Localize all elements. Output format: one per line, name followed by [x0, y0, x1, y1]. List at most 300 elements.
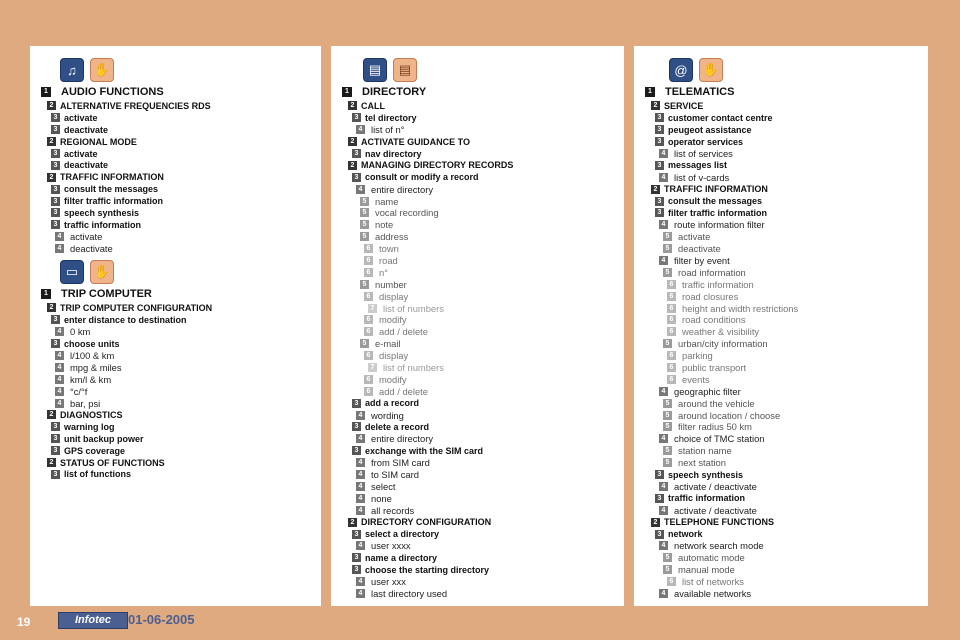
- level-badge: 4: [356, 589, 365, 598]
- menu-item: [645, 504, 798, 516]
- menu-item-label: ACTIVATE GUIDANCE TO: [361, 136, 471, 147]
- menu-item: [41, 468, 212, 480]
- level-badge: 2: [47, 137, 56, 146]
- level-badge: 4: [659, 256, 668, 265]
- menu-item: [342, 100, 513, 112]
- level-badge: 3: [655, 208, 664, 217]
- menu-item-label: nav directory: [365, 148, 422, 159]
- menu-item-label: road: [379, 255, 398, 267]
- level-badge: 6: [364, 244, 373, 253]
- trip-icons: [60, 260, 114, 284]
- menu-item: [342, 207, 513, 219]
- level-badge: 3: [655, 197, 664, 206]
- menu-item-label: route information filter: [674, 219, 765, 231]
- menu-item: [342, 195, 513, 207]
- menu-item-label: activate: [70, 231, 103, 243]
- menu-item-label: modify: [379, 373, 407, 385]
- menu-item: [342, 504, 513, 516]
- directory-icons: [363, 58, 417, 82]
- menu-item-label: select: [371, 480, 396, 492]
- menu-item-label: public transport: [682, 362, 747, 374]
- menu-item: [645, 516, 798, 528]
- level-badge: 2: [348, 101, 357, 110]
- menu-item: [342, 481, 513, 493]
- menu-item: [41, 219, 211, 231]
- menu-item: [41, 148, 211, 160]
- level-badge: 2: [47, 101, 56, 110]
- menu-item: [41, 314, 212, 326]
- radio-hand-icon: ✋: [90, 58, 114, 82]
- cd-music-icon: ♫: [60, 58, 84, 82]
- menu-item-label: geographic filter: [674, 385, 741, 397]
- menu-item: [645, 564, 798, 576]
- menu-item-label: weather & visibility: [682, 326, 760, 338]
- menu-item-label: choice of TMC station: [674, 433, 765, 445]
- menu-item: [342, 492, 513, 504]
- level-badge: 2: [47, 303, 56, 312]
- menu-item: [342, 576, 513, 588]
- menu-item: [645, 159, 798, 171]
- menu-item-label: network: [668, 529, 703, 539]
- menu-item-label: l/100 & km: [70, 350, 115, 361]
- menu-item: [342, 84, 513, 100]
- menu-item-label: entire directory: [371, 183, 434, 195]
- level-badge: 6: [667, 577, 676, 586]
- menu-item-label: DIAGNOSTICS: [60, 409, 123, 420]
- level-badge: 3: [51, 220, 60, 229]
- menu-item: [342, 397, 513, 409]
- level-badge: 4: [55, 351, 64, 360]
- level-badge: 1: [41, 289, 51, 299]
- menu-item-label: km/l & km: [70, 373, 112, 385]
- level-badge: 4: [55, 399, 64, 408]
- menu-item: [645, 255, 798, 267]
- menu-item: [645, 469, 798, 481]
- menu-item: [645, 195, 798, 207]
- level-badge: 6: [667, 327, 676, 336]
- level-badge: 3: [51, 125, 60, 134]
- menu-item: [41, 457, 212, 469]
- menu-item-label: activate / deactivate: [674, 504, 757, 516]
- menu-item-label: ALTERNATIVE FREQUENCIES RDS: [60, 100, 211, 111]
- menu-item-label: traffic information: [682, 278, 754, 290]
- menu-item: [342, 373, 513, 385]
- level-badge: 4: [356, 185, 365, 194]
- level-badge: 4: [356, 125, 365, 134]
- level-badge: 4: [55, 363, 64, 372]
- menu-item: [342, 219, 513, 231]
- level-badge: 5: [663, 446, 672, 455]
- level-badge: 4: [55, 232, 64, 241]
- level-badge: 4: [659, 482, 668, 491]
- menu-item-label: display: [379, 290, 409, 302]
- menu-item-label: number: [375, 278, 407, 290]
- level-badge: 3: [655, 470, 664, 479]
- menu-item: [645, 136, 798, 148]
- menu-item: [41, 421, 212, 433]
- telematics-icons: [669, 58, 723, 82]
- menu-item: [41, 112, 211, 124]
- mobile-at-icon: @: [669, 58, 693, 82]
- level-badge: 2: [348, 518, 357, 527]
- menu-item: [645, 302, 798, 314]
- menu-item-label: list of n°: [371, 124, 405, 136]
- level-badge: 5: [360, 339, 369, 348]
- menu-item: [342, 136, 513, 148]
- menu-item-label: filter traffic information: [668, 207, 768, 218]
- level-badge: 3: [655, 530, 664, 539]
- menu-item: [645, 528, 798, 540]
- menu-item: [645, 492, 798, 504]
- menu-item-label: e-mail: [375, 338, 401, 350]
- menu-item-label: °c/°f: [70, 385, 88, 397]
- menu-item: [645, 148, 798, 160]
- menu-item: [342, 314, 513, 326]
- menu-item: [342, 266, 513, 278]
- menu-item: [342, 243, 513, 255]
- menu-item: [645, 326, 798, 338]
- level-badge: 1: [41, 87, 51, 97]
- level-badge: 4: [659, 220, 668, 229]
- level-badge: 6: [667, 363, 676, 372]
- menu-item-label: deactivate: [64, 160, 109, 171]
- level-badge: 3: [51, 185, 60, 194]
- level-badge: 4: [356, 494, 365, 503]
- menu-item-label: deactivate: [70, 243, 113, 255]
- level-badge: 6: [364, 327, 373, 336]
- level-badge: 3: [352, 446, 361, 455]
- level-badge: 3: [51, 470, 60, 479]
- menu-item-label: available networks: [674, 587, 752, 599]
- level-badge: 6: [364, 387, 373, 396]
- menu-item: [645, 588, 798, 600]
- menu-item: [645, 84, 798, 100]
- menu-item: [41, 171, 211, 183]
- menu-item: [41, 445, 212, 457]
- level-badge: 4: [356, 411, 365, 420]
- level-badge: 5: [360, 220, 369, 229]
- menu-item-label: around the vehicle: [678, 397, 755, 409]
- level-badge: 3: [51, 434, 60, 443]
- level-badge: 4: [659, 541, 668, 550]
- level-badge: 5: [663, 244, 672, 253]
- menu-item-label: entire directory: [371, 433, 434, 445]
- level-badge: 6: [667, 280, 676, 289]
- audio-trip-panel: [30, 46, 321, 606]
- level-badge: 4: [356, 482, 365, 491]
- menu-item-label: AUDIO FUNCTIONS: [61, 86, 164, 98]
- level-badge: 3: [655, 113, 664, 122]
- menu-item-label: STATUS OF FUNCTIONS: [60, 457, 165, 468]
- level-badge: 4: [55, 327, 64, 336]
- menu-item: [41, 183, 211, 195]
- menu-item-label: modify: [379, 314, 407, 326]
- level-badge: 3: [655, 125, 664, 134]
- level-badge: 6: [667, 292, 676, 301]
- menu-item: [645, 124, 798, 136]
- level-badge: 6: [364, 351, 373, 360]
- level-badge: 2: [348, 161, 357, 170]
- menu-item: [645, 290, 798, 302]
- menu-item-label: DIRECTORY CONFIGURATION: [361, 517, 492, 528]
- level-badge: 5: [663, 422, 672, 431]
- menu-item-label: station name: [678, 445, 732, 457]
- level-badge: 3: [352, 113, 361, 122]
- menu-item: [41, 350, 212, 362]
- level-badge: 5: [663, 232, 672, 241]
- menu-item: [645, 314, 798, 326]
- level-badge: 6: [364, 268, 373, 277]
- menu-item: [342, 350, 513, 362]
- level-badge: 5: [360, 197, 369, 206]
- menu-item: [41, 361, 212, 373]
- menu-item-label: n°: [379, 266, 388, 278]
- trip-computer-menu: [41, 286, 212, 480]
- level-badge: 4: [659, 506, 668, 515]
- menu-item-label: network search mode: [674, 540, 764, 552]
- menu-item: [645, 350, 798, 362]
- menu-item: [342, 409, 513, 421]
- menu-item-label: automatic mode: [678, 552, 745, 564]
- level-badge: 3: [352, 553, 361, 562]
- level-badge: 4: [356, 506, 365, 515]
- menu-item-label: filter by event: [674, 255, 730, 267]
- level-badge: 3: [51, 197, 60, 206]
- menu-item-label: peugeot assistance: [668, 124, 752, 135]
- menu-item-label: operator services: [668, 136, 744, 147]
- menu-item-label: note: [375, 219, 394, 231]
- menu-item-label: bar, psi: [70, 397, 101, 409]
- menu-item: [41, 159, 211, 171]
- menu-item-label: height and width restrictions: [682, 302, 799, 314]
- level-badge: 3: [51, 149, 60, 158]
- notebook-icon: ▤: [363, 58, 387, 82]
- menu-item-label: activate / deactivate: [674, 480, 757, 492]
- menu-item: [41, 385, 212, 397]
- menu-item-label: MANAGING DIRECTORY RECORDS: [361, 160, 514, 171]
- level-badge: 3: [51, 208, 60, 217]
- level-badge: 3: [51, 339, 60, 348]
- menu-item: [645, 100, 798, 112]
- menu-item: [645, 385, 798, 397]
- menu-item: [342, 171, 513, 183]
- menu-item: [41, 100, 211, 112]
- menu-item: [342, 124, 513, 136]
- menu-item: [645, 171, 798, 183]
- menu-item-label: GPS coverage: [64, 445, 126, 456]
- menu-item-label: customer contact centre: [668, 112, 773, 123]
- level-badge: 6: [364, 315, 373, 324]
- menu-item: [645, 576, 798, 588]
- menu-item-label: mpg & miles: [70, 361, 122, 373]
- menu-item-label: TRAFFIC INFORMATION: [664, 184, 768, 195]
- level-badge: 3: [655, 161, 664, 170]
- menu-item: [342, 385, 513, 397]
- menu-item-label: list of networks: [682, 576, 744, 588]
- level-badge: 5: [663, 268, 672, 277]
- menu-item-label: filter radius 50 km: [678, 421, 752, 433]
- menu-item-label: road conditions: [682, 314, 746, 326]
- directory-menu: [342, 84, 513, 599]
- menu-item-label: display: [379, 350, 409, 362]
- menu-item-label: consult the messages: [668, 196, 763, 207]
- menu-item: [41, 373, 212, 385]
- menu-item: [342, 362, 513, 374]
- menu-item: [645, 457, 798, 469]
- menu-item: [645, 409, 798, 421]
- level-badge: 6: [364, 375, 373, 384]
- menu-item: [342, 564, 513, 576]
- menu-item: [342, 445, 513, 457]
- menu-item-label: tel directory: [365, 112, 417, 123]
- menu-item: [645, 552, 798, 564]
- level-badge: 5: [360, 280, 369, 289]
- level-badge: 4: [659, 589, 668, 598]
- level-badge: 1: [645, 87, 655, 97]
- infotec-logo: Infotec: [58, 612, 128, 629]
- menu-item-label: 0 km: [70, 326, 91, 338]
- menu-item-label: to SIM card: [371, 469, 419, 481]
- menu-item: [645, 219, 798, 231]
- menu-item-label: TRAFFIC INFORMATION: [60, 172, 164, 183]
- menu-item: [342, 231, 513, 243]
- level-badge: 2: [47, 410, 56, 419]
- menu-item-label: SERVICE: [664, 100, 704, 111]
- menu-item: [41, 243, 211, 255]
- level-badge: 3: [51, 446, 60, 455]
- menu-item: [342, 528, 513, 540]
- menu-item-label: activate: [64, 112, 98, 123]
- menu-item-label: add a record: [365, 398, 420, 409]
- menu-item: [41, 397, 212, 409]
- menu-item-label: unit backup power: [64, 433, 144, 444]
- level-badge: 1: [342, 87, 352, 97]
- menu-item-label: town: [379, 243, 399, 255]
- level-badge: 4: [356, 434, 365, 443]
- menu-item-label: name a directory: [365, 552, 438, 563]
- menu-item-label: road information: [678, 266, 746, 278]
- level-badge: 5: [663, 411, 672, 420]
- menu-item-label: REGIONAL MODE: [60, 136, 137, 147]
- menu-item: [645, 397, 798, 409]
- menu-item-label: list of functions: [64, 469, 131, 480]
- menu-item-label: deactivate: [678, 243, 721, 255]
- menu-item-label: add / delete: [379, 385, 428, 397]
- level-badge: 3: [352, 530, 361, 539]
- menu-item-label: manual mode: [678, 564, 735, 576]
- menu-item-label: add / delete: [379, 326, 428, 338]
- menu-item-label: speech synthesis: [64, 207, 140, 218]
- menu-item: [342, 552, 513, 564]
- level-badge: 5: [663, 339, 672, 348]
- menu-item: [342, 302, 513, 314]
- level-badge: 6: [364, 256, 373, 265]
- level-badge: 4: [659, 173, 668, 182]
- level-badge: 2: [651, 185, 660, 194]
- menu-item-label: around location / choose: [678, 409, 781, 421]
- menu-item-label: list of v-cards: [674, 171, 730, 183]
- menu-item-label: events: [682, 373, 710, 385]
- menu-item: [645, 445, 798, 457]
- menu-item-label: enter distance to destination: [64, 314, 187, 325]
- audio-functions-menu: [41, 84, 211, 255]
- menu-item-label: TELEPHONE FUNCTIONS: [664, 517, 775, 528]
- level-badge: 3: [51, 422, 60, 431]
- menu-item: [645, 362, 798, 374]
- menu-item: [41, 286, 212, 302]
- menu-item-label: wording: [371, 409, 404, 421]
- menu-item: [41, 302, 212, 314]
- laptop-icon: ▭: [60, 260, 84, 284]
- menu-item: [41, 195, 211, 207]
- menu-item: [342, 516, 513, 528]
- level-badge: 6: [667, 315, 676, 324]
- level-badge: 2: [47, 458, 56, 467]
- menu-item-label: TELEMATICS: [665, 86, 735, 98]
- menu-item-label: choose the starting directory: [365, 564, 490, 575]
- level-badge: 6: [667, 375, 676, 384]
- menu-item: [645, 112, 798, 124]
- menu-item: [342, 540, 513, 552]
- menu-item-label: choose units: [64, 338, 120, 349]
- level-badge: 3: [352, 173, 361, 182]
- menu-item: [645, 540, 798, 552]
- phone-hand-icon: ✋: [699, 58, 723, 82]
- level-badge: 3: [352, 399, 361, 408]
- level-badge: 4: [55, 387, 64, 396]
- menu-item: [342, 338, 513, 350]
- menu-item: [342, 255, 513, 267]
- level-badge: 3: [655, 137, 664, 146]
- menu-item: [342, 183, 513, 195]
- level-badge: 5: [360, 232, 369, 241]
- menu-item: [41, 136, 211, 148]
- level-badge: 3: [352, 565, 361, 574]
- level-badge: 4: [356, 577, 365, 586]
- menu-item: [41, 207, 211, 219]
- menu-item: [41, 231, 211, 243]
- level-badge: 5: [663, 553, 672, 562]
- telematics-menu: [645, 84, 798, 599]
- menu-item-label: TRIP COMPUTER CONFIGURATION: [60, 302, 213, 313]
- level-badge: 5: [360, 208, 369, 217]
- page-number: 19: [17, 615, 31, 629]
- menu-item: [645, 266, 798, 278]
- menu-item: [342, 588, 513, 600]
- level-badge: 4: [659, 149, 668, 158]
- menu-item-label: all records: [371, 504, 415, 516]
- level-badge: 7: [368, 304, 377, 313]
- level-badge: 3: [51, 113, 60, 122]
- menu-item-label: consult or modify a record: [365, 172, 479, 183]
- menu-item: [342, 290, 513, 302]
- telematics-panel: [634, 46, 928, 606]
- level-badge: 2: [47, 173, 56, 182]
- menu-item: [342, 433, 513, 445]
- menu-item-label: speech synthesis: [668, 469, 744, 480]
- menu-item-label: TRIP COMPUTER: [61, 288, 152, 300]
- menu-item-label: last directory used: [371, 587, 448, 599]
- level-badge: 3: [655, 494, 664, 503]
- level-badge: 3: [352, 422, 361, 431]
- menu-item: [41, 433, 212, 445]
- menu-item: [645, 433, 798, 445]
- menu-item-label: delete a record: [365, 421, 430, 432]
- menu-item-label: user xxxx: [371, 540, 411, 552]
- level-badge: 3: [51, 161, 60, 170]
- level-badge: 2: [651, 101, 660, 110]
- menu-item-label: warning log: [64, 421, 115, 432]
